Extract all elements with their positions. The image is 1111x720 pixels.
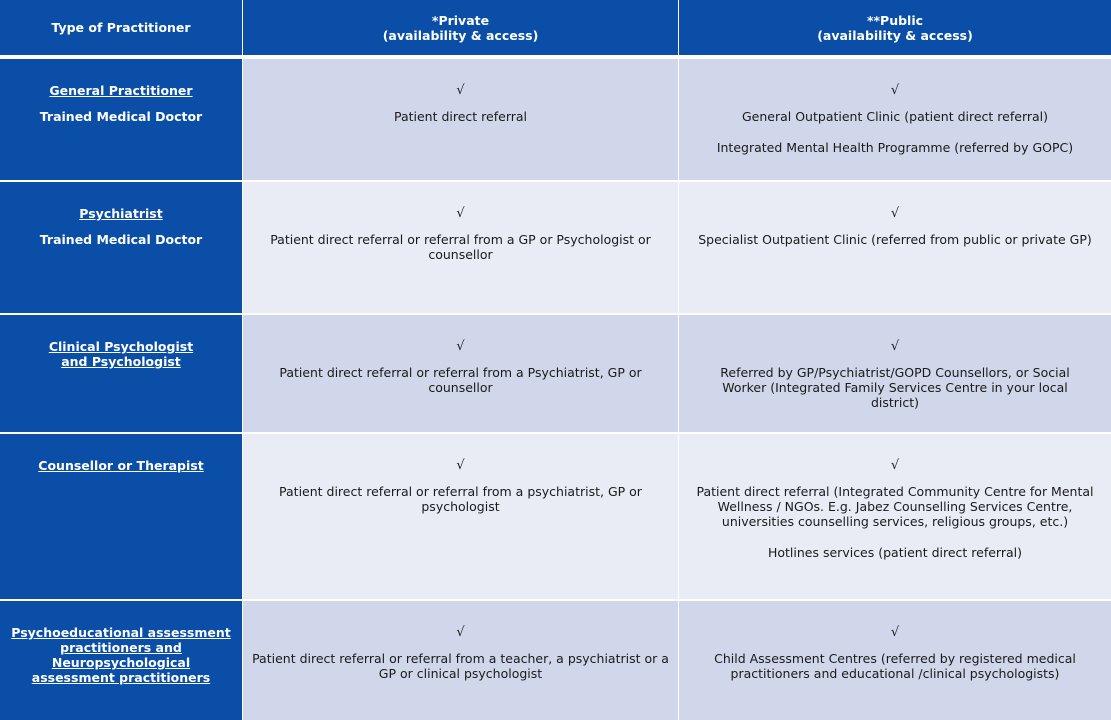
check-mark-icon: √	[890, 339, 900, 354]
header-public	[679, 0, 1111, 55]
header-public-subtitle: (availability & access)	[817, 27, 973, 43]
header-private-title: *Private	[431, 12, 490, 28]
row-counsellor-type	[0, 434, 242, 599]
private-access-text: Patient direct referral or referral from a psychiatrist, GP or psychologist	[279, 484, 642, 514]
header-private	[243, 0, 678, 55]
practitioner-subtitle: Trained Medical Doctor	[39, 232, 203, 247]
practitioner-name-link[interactable]: Counsellor or Therapist	[38, 458, 204, 473]
public-access-text: Specialist Outpatient Clinic (referred from public or private GP)	[698, 232, 1092, 247]
row-psychiatrist-type	[0, 182, 242, 313]
row-clinical-psychologist-public	[679, 315, 1111, 432]
check-mark-icon: √	[456, 339, 465, 354]
public-access-text: Referred by GP/Psychiatrist/GOPD Counsellors, or Social Worker (Integrated Family Services Centre in your local district)	[720, 365, 1070, 410]
check-mark-icon: √	[456, 458, 465, 473]
row-psychiatrist-public	[679, 182, 1111, 313]
private-access-text: Patient direct referral or referral from a Psychiatrist, GP or counsellor	[279, 365, 642, 395]
private-access-text: Patient direct referral or referral from a teacher, a psychiatrist or a GP or clinical psychologist	[252, 651, 669, 681]
public-access-text: Child Assessment Centres (referred by registered medical practitioners and educational /clinical psychologists)	[714, 651, 1076, 681]
check-mark-icon: √	[456, 83, 465, 98]
row-general-practitioner-public	[679, 59, 1111, 180]
header-col1-label: Type of Practitioner	[51, 20, 191, 35]
check-mark-icon: √	[890, 458, 900, 473]
public-access-text: Integrated Mental Health Programme (referred by GOPC)	[716, 140, 1074, 155]
practitioner-name-link[interactable]: Psychiatrist	[79, 206, 163, 221]
row-clinical-psychologist-private	[243, 315, 678, 432]
row-counsellor-private	[243, 434, 678, 599]
row-clinical-psychologist-type	[0, 315, 242, 432]
check-mark-icon: √	[890, 83, 900, 98]
header-type-of-practitioner	[0, 0, 242, 55]
practitioner-subtitle: Trained Medical Doctor	[39, 109, 203, 124]
row-psychiatrist-private	[243, 182, 678, 313]
public-access-text: General Outpatient Clinic (patient direct referral)	[741, 109, 1049, 124]
header-private-subtitle: (availability & access)	[382, 27, 539, 43]
row-psychoeducational-private	[243, 601, 678, 720]
public-access-text: Patient direct referral (Integrated Community Centre for Mental Wellness / NGOs. E.g. Jabez Counselling Services Centre, universities counselling services, religious groups, etc.)	[696, 484, 1094, 529]
row-general-practitioner-private	[243, 59, 678, 180]
row-psychoeducational-type	[0, 601, 242, 720]
practitioner-name-link[interactable]: General Practitioner	[49, 83, 193, 98]
check-mark-icon: √	[456, 206, 465, 221]
private-access-text: Patient direct referral or referral from a GP or Psychologist or counsellor	[270, 232, 651, 262]
check-mark-icon: √	[890, 625, 900, 640]
private-access-text: Patient direct referral	[393, 109, 528, 124]
row-general-practitioner-type	[0, 59, 242, 180]
row-psychoeducational-public	[679, 601, 1111, 720]
header-public-title: **Public	[866, 12, 924, 28]
practitioner-name-link[interactable]: Clinical Psychologist and Psychologist	[48, 339, 194, 369]
check-mark-icon: √	[456, 625, 465, 640]
row-counsellor-public	[679, 434, 1111, 599]
check-mark-icon: √	[890, 206, 900, 221]
practitioner-name-link[interactable]: Psychoeducational assessment practitioners and Neuropsychological assessment practitioners	[11, 625, 231, 685]
public-access-text: Hotlines services (patient direct referral)	[767, 545, 1022, 560]
